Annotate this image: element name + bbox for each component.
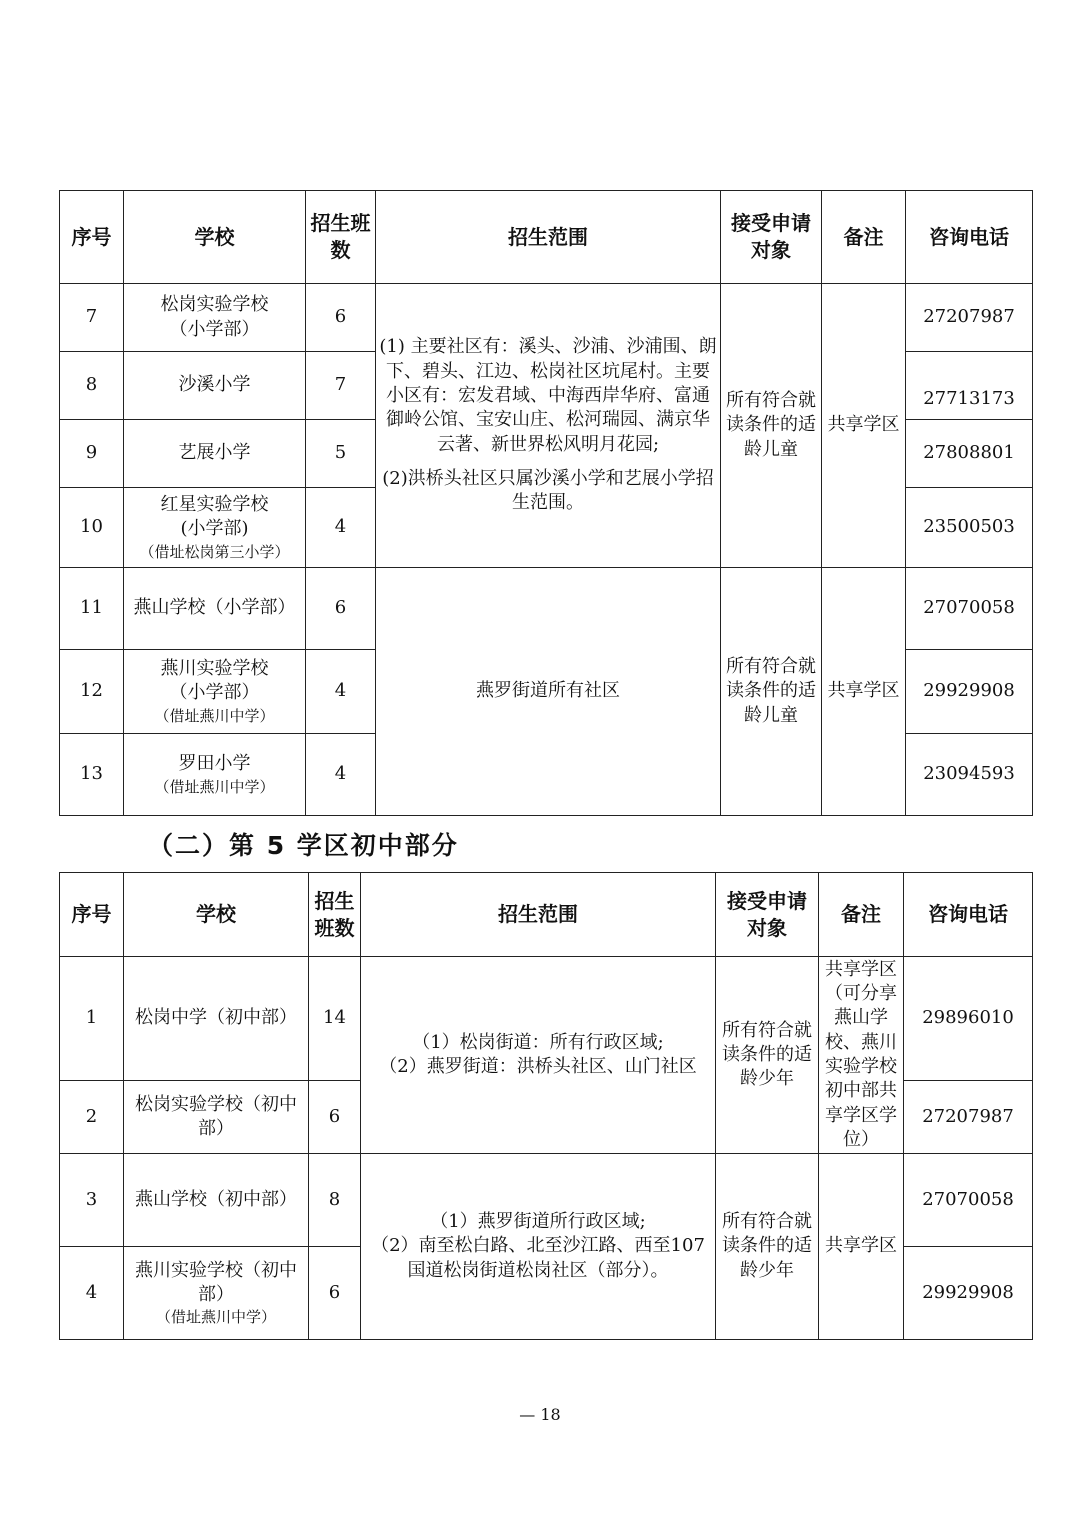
header-classes: 招生班数 [306, 191, 376, 284]
seq-cell: 13 [60, 734, 124, 816]
school-note: （借址松岗第三小学） [139, 542, 290, 561]
school-sub: (小学部) [180, 518, 249, 540]
classes-cell: 8 [309, 1154, 361, 1247]
scope-cell [361, 957, 716, 1154]
target-cell: 所有符合就读条件的适龄少年 [716, 957, 819, 1154]
seq-cell: 10 [60, 488, 124, 568]
school-cell: 燕山学校（小学部） [124, 568, 306, 650]
phone-cell: 29929908 [906, 650, 1033, 734]
page-number: — 18 [519, 1405, 561, 1424]
school-cell: 艺展小学 [124, 420, 306, 488]
school-note: （借址燕川中学） [154, 706, 275, 725]
seq-cell: 9 [60, 420, 124, 488]
note-cell: 共享学区（可分享燕山学校、燕川实验学校初中部共享学区学位） [819, 957, 904, 1154]
scope-cell [376, 284, 721, 568]
section-title: （二）第 5 学区初中部分 [148, 831, 459, 860]
school-name: 燕川实验学校（初中部） [135, 1259, 297, 1305]
scope-line: （1）松岗街道：所有行政区域; [412, 1031, 664, 1053]
header-seq: 序号 [60, 873, 124, 957]
classes-cell: 4 [306, 734, 376, 816]
school-cell [124, 284, 306, 352]
classes-cell: 7 [306, 352, 376, 420]
scope-paragraph: (2)洪桥头社区只属沙溪小学和艺展小学招生范围。 [382, 467, 714, 514]
classes-cell: 6 [309, 1247, 361, 1340]
target-cell: 所有符合就读条件的适龄少年 [716, 1154, 819, 1340]
school-cell: 松岗中学（初中部） [124, 957, 309, 1081]
table-header-row [60, 873, 1033, 957]
header-note: 备注 [819, 873, 904, 957]
school-note: （借址燕川中学） [155, 1308, 276, 1327]
school-cell [124, 488, 306, 568]
scope-paragraph: (1) 主要社区有：溪头、沙浦、沙浦围、朗下、碧头、江边、松岗社区坑尾村。主要小区有：宏发君域、中海西岸华府、富通御岭公馆、宝安山庄、松河瑞园、满京华云著、新世界松风明月花园; [379, 336, 717, 455]
phone-cell: 23094593 [906, 734, 1033, 816]
school-cell [124, 650, 306, 734]
table-row [60, 568, 1033, 650]
target-cell: 所有符合就读条件的适龄儿童 [721, 284, 822, 568]
school-note: （借址燕川中学） [154, 777, 275, 796]
school-cell: 燕山学校（初中部） [124, 1154, 309, 1247]
scope-line: （1）燕罗街道所行政区域; [430, 1211, 646, 1233]
header-phone: 咨询电话 [904, 873, 1033, 957]
phone-cell: 29896010 [904, 957, 1033, 1081]
school-cell [124, 734, 306, 816]
enrollment-table-primary [59, 190, 1033, 816]
seq-cell: 3 [60, 1154, 124, 1247]
classes-cell: 5 [306, 420, 376, 488]
target-cell: 所有符合就读条件的适龄儿童 [721, 568, 822, 816]
school-name: 红星实验学校 [160, 494, 269, 516]
header-note: 备注 [822, 191, 906, 284]
seq-cell: 2 [60, 1081, 124, 1154]
classes-cell: 6 [306, 568, 376, 650]
header-seq: 序号 [60, 191, 124, 284]
classes-cell: 4 [306, 488, 376, 568]
classes-cell: 6 [309, 1081, 361, 1154]
table-row [60, 284, 1033, 352]
note-cell: 共享学区 [822, 284, 906, 568]
scope-line: （2）燕罗街道：洪桥头社区、山门社区 [379, 1056, 697, 1077]
school-sub: （小学部） [169, 682, 260, 704]
phone-cell: 29929908 [904, 1247, 1033, 1340]
header-phone: 咨询电话 [906, 191, 1033, 284]
school-cell: 沙溪小学 [124, 352, 306, 420]
classes-cell: 14 [309, 957, 361, 1081]
header-classes: 招生班数 [309, 873, 361, 957]
classes-cell: 6 [306, 284, 376, 352]
seq-cell: 12 [60, 650, 124, 734]
phone-cell: 27070058 [906, 568, 1033, 650]
phone-cell: 27713173 [906, 352, 1033, 420]
phone-cell: 27070058 [904, 1154, 1033, 1247]
table-row [60, 957, 1033, 1081]
school-name: 燕川实验学校 [160, 658, 269, 680]
school-name: 罗田小学 [178, 753, 251, 775]
header-school: 学校 [124, 191, 306, 284]
seq-cell: 7 [60, 284, 124, 352]
note-cell: 共享学区 [819, 1154, 904, 1340]
header-scope: 招生范围 [376, 191, 721, 284]
seq-cell: 4 [60, 1247, 124, 1340]
header-school: 学校 [124, 873, 309, 957]
table-header-row [60, 191, 1033, 284]
phone-cell: 27207987 [904, 1081, 1033, 1154]
scope-cell [361, 1154, 716, 1340]
seq-cell: 11 [60, 568, 124, 650]
table-row [60, 1154, 1033, 1247]
school-sub: （小学部） [169, 318, 260, 340]
phone-cell: 27808801 [906, 420, 1033, 488]
seq-cell: 8 [60, 352, 124, 420]
school-name: 松岗实验学校 [160, 294, 269, 316]
header-scope: 招生范围 [361, 873, 716, 957]
classes-cell: 4 [306, 650, 376, 734]
seq-cell: 1 [60, 957, 124, 1081]
school-cell [124, 1247, 309, 1340]
phone-cell: 23500503 [906, 488, 1033, 568]
note-cell: 共享学区 [822, 568, 906, 816]
enrollment-table-junior [59, 872, 1033, 1340]
school-cell: 松岗实验学校（初中部） [124, 1081, 309, 1154]
scope-line: （2）南至松白路、北至沙江路、西至107 国道松岗街道松岗社区（部分）。 [371, 1235, 705, 1281]
phone-cell: 27207987 [906, 284, 1033, 352]
header-target: 接受申请对象 [716, 873, 819, 957]
header-target: 接受申请对象 [721, 191, 822, 284]
scope-cell: 燕罗街道所有社区 [376, 568, 721, 816]
